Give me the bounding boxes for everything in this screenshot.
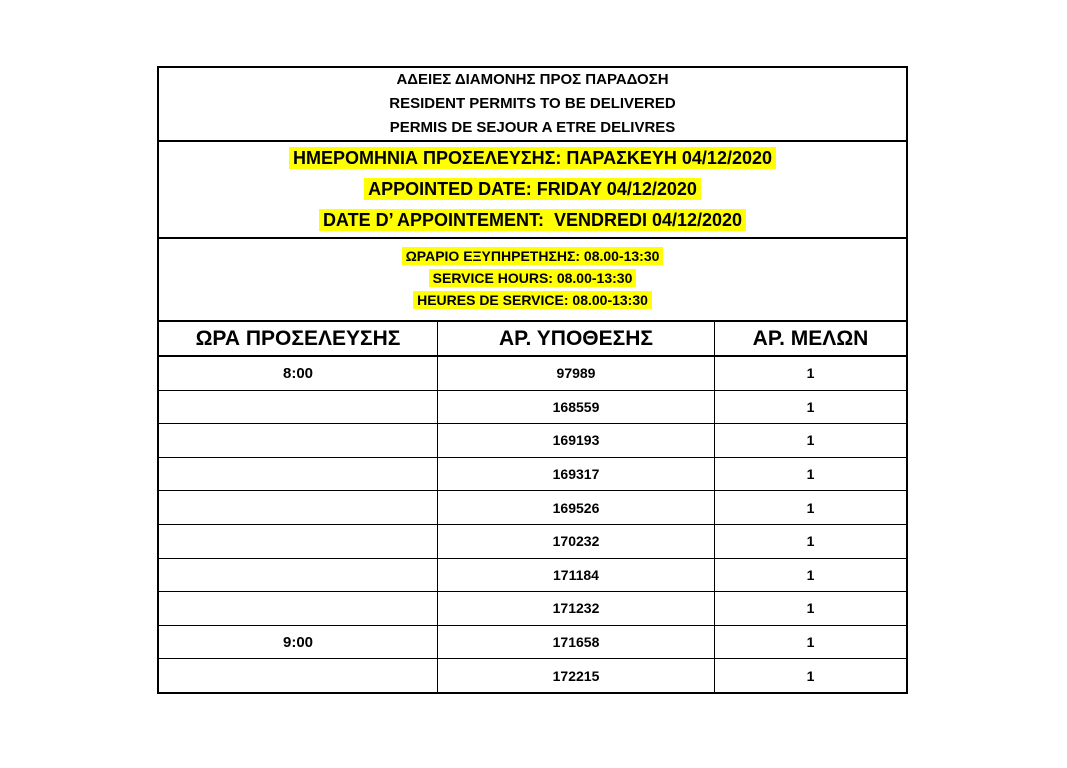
table-row — [159, 491, 906, 525]
table-row — [159, 626, 906, 660]
case-number-cell: 171232 — [438, 592, 715, 625]
time-cell — [159, 491, 438, 524]
table-row — [159, 357, 906, 391]
column-header-members: ΑΡ. ΜΕΛΩΝ — [752, 326, 869, 350]
table-row — [159, 592, 906, 626]
permits-schedule-document — [157, 66, 908, 694]
case-number-cell: 169526 — [438, 491, 715, 524]
table-row — [159, 391, 906, 425]
time-cell — [159, 391, 438, 424]
document-title-block — [159, 68, 906, 142]
table-row — [159, 559, 906, 593]
case-number-cell: 170232 — [438, 525, 715, 558]
case-number-cell: 172215 — [438, 659, 715, 692]
members-cell: 1 — [806, 533, 815, 550]
table-row — [159, 458, 906, 492]
title-line-english: RESIDENT PERMITS TO BE DELIVERED — [389, 95, 676, 112]
title-line-french: PERMIS DE SEJOUR A ETRE DELIVRES — [389, 119, 676, 136]
time-cell: 9:00 — [159, 626, 438, 659]
service-hours-greek: ΩΡΑΡΙΟ ΕΞΥΠΗΡΕΤΗΣΗΣ: 08.00-13:30 — [159, 245, 906, 267]
members-cell: 1 — [806, 398, 815, 415]
time-cell: 8:00 — [159, 357, 438, 390]
case-number-cell: 171658 — [438, 626, 715, 659]
table-row — [159, 424, 906, 458]
time-cell — [159, 659, 438, 692]
table-header-row — [159, 322, 906, 357]
case-number-cell: 171184 — [438, 559, 715, 592]
table-row — [159, 525, 906, 559]
appointed-date-french: DATE D’ APPOINTEMENT: VENDREDI 04/12/2020 — [159, 205, 906, 236]
column-header-case-number: ΑΡ. ΥΠΟΘΕΣΗΣ — [438, 322, 715, 355]
appointed-date-block — [159, 142, 906, 239]
members-cell: 1 — [806, 600, 815, 617]
service-hours-english: SERVICE HOURS: 08.00-13:30 — [159, 267, 906, 289]
time-cell — [159, 592, 438, 625]
members-cell: 1 — [806, 566, 815, 583]
table-row — [159, 659, 906, 692]
case-number-cell: 169193 — [438, 424, 715, 457]
members-cell: 1 — [806, 365, 815, 382]
appointed-date-greek: ΗΜΕΡΟΜΗΝΙΑ ΠΡΟΣΕΛΕΥΣΗΣ: ΠΑΡΑΣΚΕΥΗ 04/12/2020 — [159, 143, 906, 174]
time-cell — [159, 458, 438, 491]
case-number-cell: 97989 — [438, 357, 715, 390]
case-number-cell: 169317 — [438, 458, 715, 491]
table-body — [159, 357, 906, 692]
service-hours-french: HEURES DE SERVICE: 08.00-13:30 — [159, 289, 906, 311]
column-header-arrival-time: ΩΡΑ ΠΡΟΣΕΛΕΥΣΗΣ — [159, 322, 438, 355]
time-cell — [159, 559, 438, 592]
title-line-greek: ΑΔΕΙΕΣ ΔΙΑΜΟΝΗΣ ΠΡΟΣ ΠΑΡΑΔΟΣΗ — [396, 71, 669, 88]
members-cell: 1 — [806, 466, 815, 483]
members-cell: 1 — [806, 667, 815, 684]
time-cell — [159, 424, 438, 457]
members-cell: 1 — [806, 634, 815, 651]
appointed-date-english: APPOINTED DATE: FRIDAY 04/12/2020 — [159, 174, 906, 205]
members-cell: 1 — [806, 499, 815, 516]
members-cell: 1 — [806, 432, 815, 449]
service-hours-block — [159, 239, 906, 322]
time-cell — [159, 525, 438, 558]
case-number-cell: 168559 — [438, 391, 715, 424]
